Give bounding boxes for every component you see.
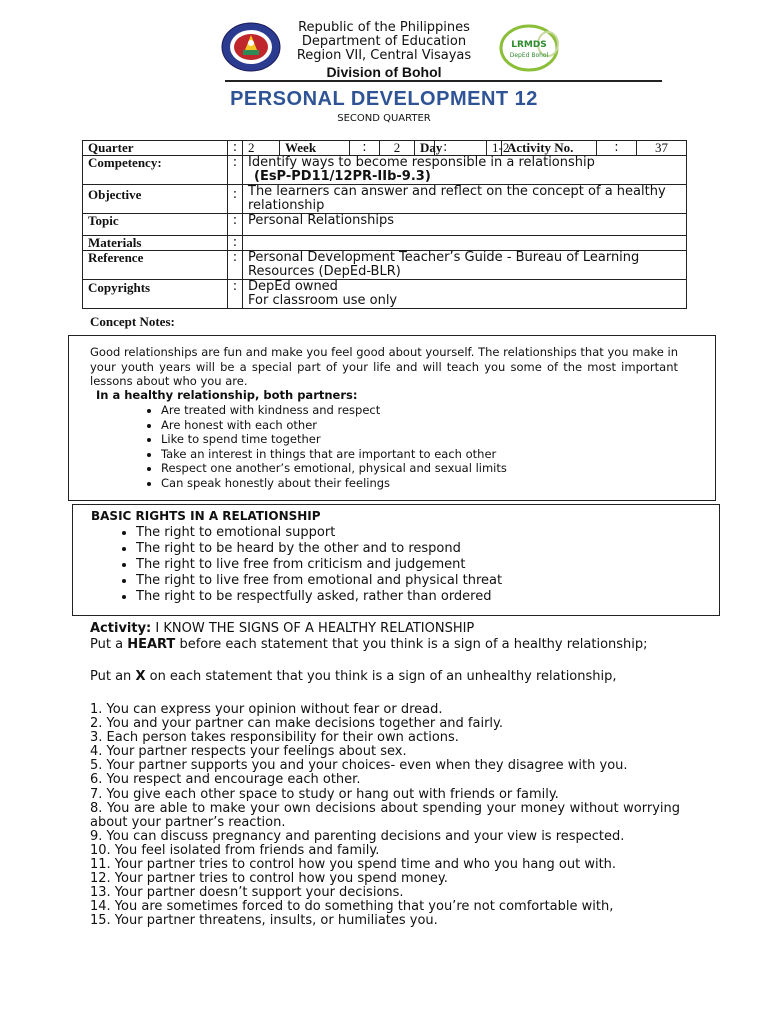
- list-item: 7. You give each other space to study or hang out with friends or family.: [90, 786, 559, 802]
- list-item: • Are treated with kindness and respect: [161, 403, 507, 418]
- activity-title: I KNOW THE SIGNS OF A HEALTHY RELATIONSHIP: [155, 621, 475, 636]
- header-division: Division of Bohol: [326, 64, 442, 80]
- concept-notes-box: [68, 335, 716, 501]
- activity-statements: [90, 703, 680, 929]
- objective-label: Objective: [83, 185, 228, 214]
- svg-text:DepEd Bohol: DepEd Bohol: [509, 52, 549, 59]
- list-item: 1. You can express your opinion without fear or dread.: [90, 702, 443, 717]
- copyrights-owner: DepEd owned: [248, 279, 338, 294]
- list-item: 11. Your partner tries to control how you spend time and who you hang out with.: [90, 857, 617, 873]
- activity-no-value: 37: [637, 141, 687, 156]
- topic-value: Personal Relationships: [243, 214, 687, 236]
- colon: :: [228, 156, 243, 185]
- quarter-label: Quarter: [83, 141, 228, 156]
- x-instruction-post: on each statement that you think is a sign of an unhealthy relationship,: [149, 669, 617, 684]
- reference-label: Reference: [83, 251, 228, 280]
- list-item: 3. Each person takes responsibility for their own actions.: [90, 730, 459, 746]
- list-item: • Respect one another’s emotional, physical and sexual limits: [161, 461, 507, 476]
- colon: :: [597, 141, 637, 156]
- list-item: 8. You are able to make your own decisions about spending your money without worrying about your partner’s reaction.: [90, 800, 680, 830]
- list-item: 2. You and your partner can make decisions together and fairly.: [90, 716, 503, 732]
- list-item: • Can speak honestly about their feelings: [161, 476, 507, 491]
- basic-rights-box: [72, 504, 720, 616]
- objective-value: The learners can answer and reflect on the concept of a healthy relationship: [243, 185, 687, 214]
- colon: :: [350, 141, 380, 156]
- topic-label: Topic: [83, 214, 228, 236]
- svg-text:LRMDS: LRMDS: [511, 40, 547, 50]
- colon: :: [228, 280, 243, 309]
- header-rule: [225, 80, 662, 82]
- header-republic: Republic of the Philippines: [298, 20, 470, 35]
- header-department: Department of Education: [301, 34, 467, 49]
- list-item: 13. Your partner doesn’t support your decisions.: [90, 885, 404, 901]
- quarter-value: 2: [243, 141, 280, 156]
- x-instruction-pre: Put an: [90, 669, 132, 684]
- list-item: 15. Your partner threatens, insults, or humiliates you.: [90, 913, 438, 929]
- basic-rights-heading: BASIC RIGHTS IN A RELATIONSHIP: [91, 509, 321, 523]
- list-item: 12. Your partner tries to control how you spend money.: [90, 871, 448, 887]
- activity-label: Activity:: [90, 621, 152, 636]
- week-value: 2: [380, 141, 415, 156]
- list-item: • The right to emotional support: [136, 525, 502, 541]
- activity-title-line: [90, 622, 678, 636]
- header-region: Region VII, Central Visayas: [296, 48, 472, 63]
- colon: :: [228, 214, 243, 236]
- list-item: • Like to spend time together: [161, 432, 507, 447]
- competency-code: (EsP-PD11/12PR-IIb-9.3): [254, 169, 431, 184]
- healthy-list: [139, 403, 507, 491]
- colon: :: [228, 141, 243, 156]
- list-item: 9. You can discuss pregnancy and parenting decisions and your view is respected.: [90, 828, 625, 844]
- list-item: 5. Your partner supports you and your choices- even when they disagree with you.: [90, 758, 628, 774]
- copyrights-label: Copyrights: [83, 280, 228, 309]
- reference-value: Personal Development Teacher’s Guide - Bureau of Learning Resources (DepEd-BLR): [243, 251, 687, 280]
- copyrights-use: For classroom use only: [248, 293, 398, 308]
- colon: :: [228, 185, 243, 214]
- heart-instruction-pre: Put a: [90, 637, 124, 652]
- materials-value: [243, 236, 687, 251]
- list-item: 10. You feel isolated from friends and family.: [90, 842, 380, 858]
- week-label: Week: [280, 141, 350, 156]
- heart-instruction-post: before each statement that you think is a sign of a healthy relationship;: [179, 637, 648, 652]
- day-value: 1-2: [487, 141, 502, 156]
- heart-instruction: [90, 638, 678, 652]
- materials-label: Materials: [83, 236, 228, 251]
- activity-info-table: [82, 140, 687, 309]
- copyrights-value: [243, 280, 687, 309]
- list-item: • The right to be respectfully asked, rather than ordered: [136, 589, 502, 605]
- list-item: 6. You respect and encourage each other.: [90, 772, 361, 788]
- day-label: Day: [415, 141, 435, 156]
- healthy-heading: In a healthy relationship, both partners:: [96, 388, 358, 402]
- list-item: 14. You are sometimes forced to do something that you’re not comfortable with,: [90, 899, 614, 915]
- activity-no-label: Activity No.: [502, 141, 597, 156]
- competency-value: [243, 156, 687, 185]
- list-item: • The right to live free from emotional and physical threat: [136, 573, 502, 589]
- concept-notes-label: Concept Notes:: [90, 314, 175, 329]
- colon: :: [435, 141, 487, 156]
- list-item: • Take an interest in things that are important to each other: [161, 447, 507, 462]
- list-item: • Are honest with each other: [161, 418, 507, 433]
- rights-list: [114, 525, 502, 605]
- colon: :: [228, 251, 243, 280]
- x-instruction: [90, 670, 678, 684]
- concept-paragraph: Good relationships are fun and make you feel good about yourself. The relationships that you make in your youth years will be a special part of your life and will teach you some of the most important lessons about who you are.: [90, 345, 678, 389]
- colon: :: [228, 236, 243, 251]
- page-title: PERSONAL DEVELOPMENT 12: [230, 88, 538, 110]
- list-item: • The right to live free from criticism and judgement: [136, 557, 502, 573]
- competency-label: Competency:: [83, 156, 228, 185]
- heart-word: HEART: [127, 637, 176, 652]
- list-item: 4. Your partner respects your feelings about sex.: [90, 744, 407, 760]
- list-item: • The right to be heard by the other and to respond: [136, 541, 502, 557]
- x-word: X: [135, 669, 146, 684]
- competency-text: Identify ways to become responsible in a relationship: [248, 155, 595, 170]
- page-subtitle: SECOND QUARTER: [337, 113, 431, 124]
